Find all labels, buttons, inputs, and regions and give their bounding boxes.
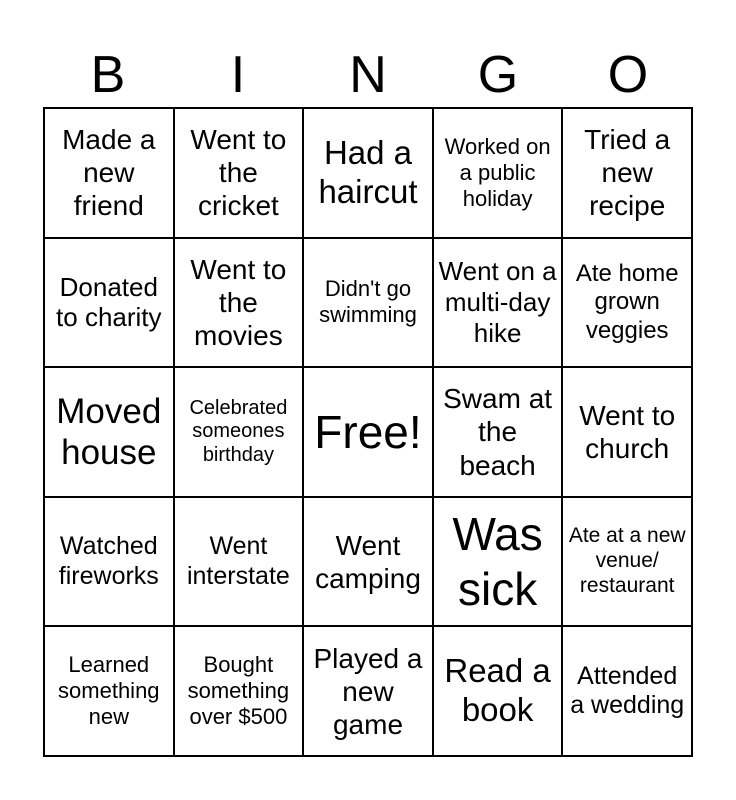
bingo-cell[interactable] <box>174 626 304 756</box>
header-letter-i: I <box>230 46 246 104</box>
bingo-cell[interactable] <box>174 497 304 627</box>
bingo-cell[interactable] <box>44 367 174 497</box>
bingo-header <box>43 40 693 110</box>
bingo-cell-label: Read a book <box>444 652 551 729</box>
header-letter-n: N <box>349 46 387 104</box>
bingo-cell-label: Went interstate <box>186 532 290 590</box>
bingo-cell[interactable] <box>44 626 174 756</box>
bingo-cell-label: Ate at a new venue/ restaurant <box>568 524 686 597</box>
bingo-cell[interactable] <box>303 626 433 756</box>
bingo-cell[interactable] <box>562 238 692 368</box>
bingo-cell-label: Bought something over $500 <box>187 652 290 730</box>
bingo-cell[interactable] <box>174 238 304 368</box>
bingo-cell-label: Attended a wedding <box>570 661 685 720</box>
bingo-cell-label: Donated to charity <box>56 271 162 333</box>
bingo-cell-label: Went to the cricket <box>190 124 287 222</box>
bingo-cell[interactable] <box>433 238 563 368</box>
bingo-cell[interactable] <box>562 367 692 497</box>
bingo-cell[interactable] <box>562 108 692 238</box>
bingo-cell[interactable] <box>303 108 433 238</box>
bingo-cell-label: Worked on a public holiday <box>444 133 551 211</box>
bingo-cell[interactable] <box>303 497 433 627</box>
bingo-cell-label: Was sick <box>452 508 543 615</box>
bingo-cell[interactable] <box>303 238 433 368</box>
bingo-cell[interactable] <box>433 108 563 238</box>
bingo-cell-label: Ate home grown veggies <box>575 259 679 344</box>
bingo-cell-label: Free! <box>314 405 422 458</box>
bingo-cell[interactable] <box>433 497 563 627</box>
bingo-cell-label: Made a new friend <box>62 124 156 222</box>
header-letter-b: B <box>90 46 126 104</box>
bingo-cell-label: Played a new game <box>313 642 423 740</box>
bingo-cell[interactable] <box>44 238 174 368</box>
bingo-cell[interactable] <box>433 626 563 756</box>
bingo-cell-label: Celebrated someones birthday <box>189 396 288 466</box>
bingo-cell[interactable] <box>562 626 692 756</box>
bingo-cell-label: Had a haircut <box>318 133 418 210</box>
bingo-cell-label: Went camping <box>315 529 421 594</box>
bingo-cell-label: Swam at the beach <box>443 383 553 481</box>
bingo-cell[interactable] <box>174 367 304 497</box>
bingo-cell[interactable] <box>174 108 304 238</box>
bingo-cell-label: Learned something new <box>58 652 160 730</box>
bingo-cell[interactable] <box>303 367 433 497</box>
bingo-cell-label: Didn't go swimming <box>319 276 417 328</box>
bingo-cell[interactable] <box>44 497 174 627</box>
bingo-cell[interactable] <box>433 367 563 497</box>
bingo-cell[interactable] <box>44 108 174 238</box>
bingo-cell-label: Watched fireworks <box>58 532 159 590</box>
header-letter-o: O <box>607 46 649 104</box>
bingo-cell-label: Went to church <box>579 399 676 464</box>
bingo-cell-label: Went on a multi-day hike <box>438 256 557 348</box>
bingo-cell-label: Moved house <box>56 391 162 472</box>
bingo-cell-label: Tried a new recipe <box>584 124 671 222</box>
bingo-cell-label: Went to the movies <box>190 253 287 351</box>
header-letter-g: G <box>477 46 519 104</box>
bingo-grid <box>43 107 693 757</box>
bingo-cell[interactable] <box>562 497 692 627</box>
